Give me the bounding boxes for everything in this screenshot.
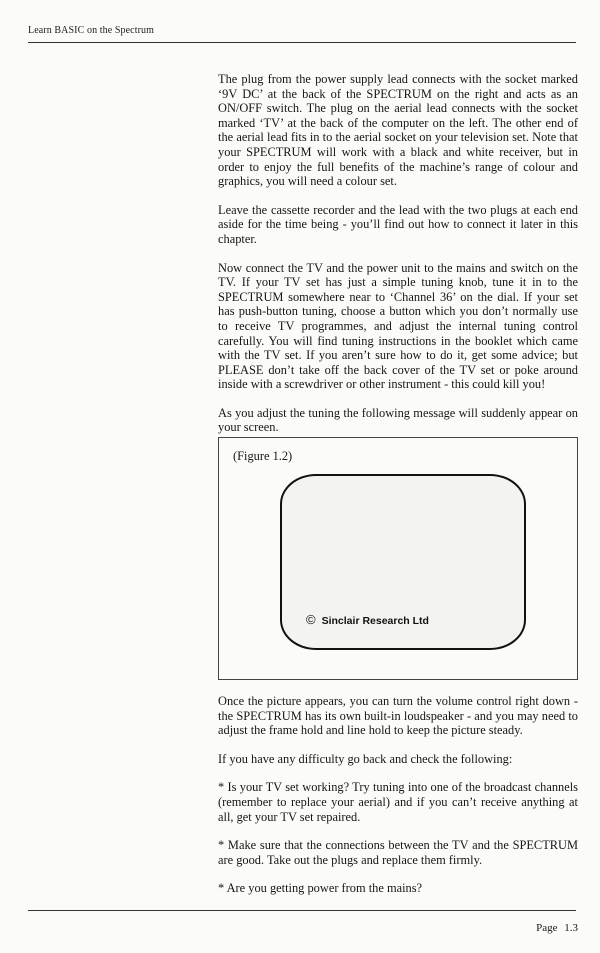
checklist-item: * Make sure that the connections between the TV and the SPECTRUM are good. Take out the plugs and replace them firmly. bbox=[218, 838, 578, 867]
tv-screen-illustration bbox=[280, 474, 526, 650]
copyright-text: Sinclair Research Ltd bbox=[321, 615, 429, 627]
copyright-message bbox=[306, 612, 429, 627]
paragraph: If you have any difficulty go back and check the following: bbox=[218, 751, 513, 766]
figure-frame bbox=[218, 437, 578, 680]
paragraph: As you adjust the tuning the following message will suddenly appear on your screen. bbox=[218, 405, 578, 435]
running-title: Learn BASIC on the Spectrum bbox=[28, 25, 155, 36]
paragraph: Once the picture appears, you can turn the volume control right down - the SPECTRUM has its own built-in loudspeaker - and you may need to adjust the frame hold and line hold to keep the picture steady. bbox=[218, 694, 578, 738]
continued-text bbox=[218, 694, 578, 910]
page-number bbox=[536, 922, 578, 934]
paragraph: The plug from the power supply lead connects with the socket marked ‘9V DC’ at the back of the SPECTRUM on the right and acts as an ON/OFF switch. The plug on the aerial lead connects with the socket marked ‘TV’ at the back of the computer on the left. The other end of the aerial lead fits in to the aerial socket on your television set. Note that your SPECTRUM will work with a black and white receiver, but in order to enjoy the full benefits of the machine’s range of colour and graphics, you will need a colour set. bbox=[218, 72, 578, 189]
copyright-icon: © bbox=[306, 612, 316, 627]
checklist-item: * Is your TV set working? Try tuning into one of the broadcast channels (remember to replace your aerial) and if you can’t receive anything at all, get your TV set repaired. bbox=[218, 780, 578, 824]
paragraph: Leave the cassette recorder and the lead with the two plugs at each end aside for the time being - you’ll find out how to connect it later in this chapter. bbox=[218, 202, 578, 246]
footer-rule bbox=[28, 910, 576, 911]
main-text bbox=[218, 72, 578, 449]
checklist-item: * Are you getting power from the mains? bbox=[218, 881, 423, 896]
paragraph: Now connect the TV and the power unit to the mains and switch on the TV. If your TV set has just a simple tuning knob, tune it in to the SPECTRUM somewhere near to ‘Channel 36’ on the dial. If your set has push-button tuning, choose a button which you don’t normally use to receive TV programmes, and adjust the internal tuning control carefully. You will find tuning instructions in the booklet which came with the TV set. If you aren’t sure how to do it, get some advice; but PLEASE don’t take off the back cover of the TV set or poke around inside with a screwdriver or other instrument - this could kill you! bbox=[218, 260, 578, 392]
page-label: Page bbox=[536, 922, 558, 934]
figure-caption: (Figure 1.2) bbox=[233, 449, 293, 463]
header-rule bbox=[28, 42, 576, 43]
page-number-value: 1.3 bbox=[564, 922, 578, 934]
